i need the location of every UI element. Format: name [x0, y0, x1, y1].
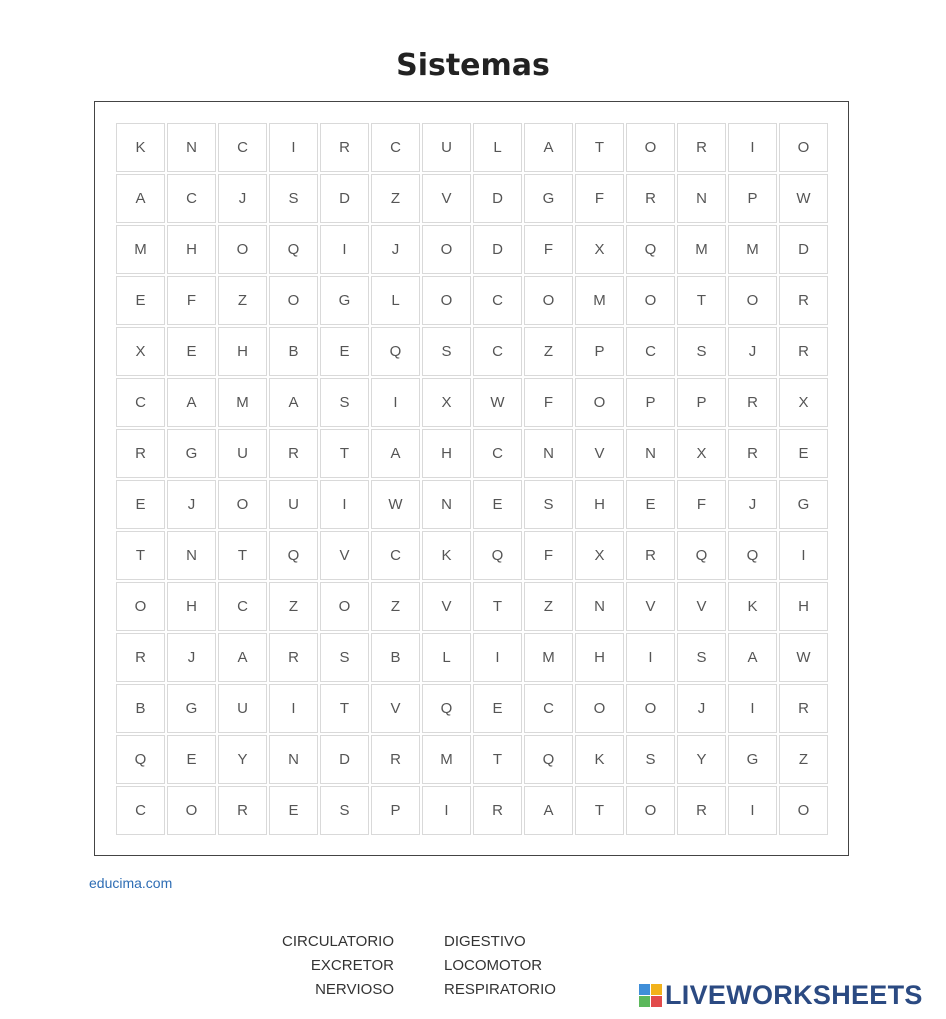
- logo-square: [651, 984, 662, 995]
- grid-cell[interactable]: B: [116, 684, 165, 733]
- grid-cell[interactable]: I: [473, 633, 522, 682]
- grid-cell[interactable]: X: [575, 531, 624, 580]
- grid-cell[interactable]: W: [779, 633, 828, 682]
- grid-cell[interactable]: C: [524, 684, 573, 733]
- grid-cell[interactable]: R: [626, 531, 675, 580]
- grid-cell[interactable]: Z: [371, 582, 420, 631]
- grid-cell[interactable]: R: [371, 735, 420, 784]
- grid-cell[interactable]: E: [779, 429, 828, 478]
- grid-cell[interactable]: C: [371, 123, 420, 172]
- grid-cell[interactable]: X: [422, 378, 471, 427]
- grid-cell[interactable]: E: [269, 786, 318, 835]
- grid-cell[interactable]: B: [269, 327, 318, 376]
- grid-cell[interactable]: T: [575, 786, 624, 835]
- grid-cell[interactable]: Q: [677, 531, 726, 580]
- grid-cell[interactable]: S: [677, 633, 726, 682]
- grid-cell[interactable]: O: [320, 582, 369, 631]
- grid-cell[interactable]: O: [626, 276, 675, 325]
- grid-cell[interactable]: F: [167, 276, 216, 325]
- educima-link[interactable]: educima.com: [89, 875, 173, 891]
- grid-cell[interactable]: V: [320, 531, 369, 580]
- grid-cell[interactable]: H: [167, 582, 216, 631]
- grid-cell[interactable]: R: [116, 429, 165, 478]
- grid-cell[interactable]: V: [677, 582, 726, 631]
- grid-cell[interactable]: R: [779, 276, 828, 325]
- grid-cell[interactable]: Q: [269, 531, 318, 580]
- grid-cell[interactable]: F: [677, 480, 726, 529]
- grid-cell[interactable]: S: [269, 174, 318, 223]
- word-list-item: LOCOMOTOR: [444, 957, 543, 974]
- liveworksheets-logo: [639, 979, 923, 1011]
- grid-cell[interactable]: Z: [524, 327, 573, 376]
- grid-cell[interactable]: J: [728, 327, 777, 376]
- grid-cell[interactable]: O: [167, 786, 216, 835]
- grid-cell[interactable]: T: [320, 429, 369, 478]
- grid-cell[interactable]: N: [626, 429, 675, 478]
- grid-cell[interactable]: I: [371, 378, 420, 427]
- grid-cell[interactable]: D: [320, 174, 369, 223]
- grid-cell[interactable]: N: [269, 735, 318, 784]
- grid-cell[interactable]: O: [116, 582, 165, 631]
- grid-cell[interactable]: N: [167, 123, 216, 172]
- grid-cell[interactable]: P: [626, 378, 675, 427]
- grid-cell[interactable]: R: [320, 123, 369, 172]
- grid-cell[interactable]: M: [218, 378, 267, 427]
- grid-cell[interactable]: Q: [116, 735, 165, 784]
- grid-cell[interactable]: Z: [524, 582, 573, 631]
- grid-cell[interactable]: S: [320, 786, 369, 835]
- grid-cell[interactable]: X: [116, 327, 165, 376]
- grid-cell[interactable]: S: [320, 378, 369, 427]
- grid-cell[interactable]: I: [269, 123, 318, 172]
- grid-cell[interactable]: R: [728, 429, 777, 478]
- grid-cell[interactable]: H: [779, 582, 828, 631]
- grid-cell[interactable]: J: [167, 480, 216, 529]
- grid-cell[interactable]: U: [218, 429, 267, 478]
- grid-cell[interactable]: H: [575, 633, 624, 682]
- grid-cell[interactable]: R: [728, 378, 777, 427]
- grid-cell[interactable]: E: [626, 480, 675, 529]
- word-list-item: DIGESTIVO: [444, 933, 526, 950]
- grid-cell[interactable]: L: [473, 123, 522, 172]
- grid-cell[interactable]: P: [728, 174, 777, 223]
- grid-cell[interactable]: J: [677, 684, 726, 733]
- grid-cell[interactable]: I: [728, 123, 777, 172]
- grid-cell[interactable]: Q: [473, 531, 522, 580]
- grid-cell[interactable]: O: [269, 276, 318, 325]
- logo-square: [639, 996, 650, 1007]
- grid-cell[interactable]: R: [779, 684, 828, 733]
- grid-cell[interactable]: R: [269, 429, 318, 478]
- grid-cell[interactable]: F: [524, 531, 573, 580]
- grid-cell[interactable]: A: [116, 174, 165, 223]
- grid-cell[interactable]: E: [320, 327, 369, 376]
- grid-cell[interactable]: M: [422, 735, 471, 784]
- grid-cell[interactable]: W: [371, 480, 420, 529]
- grid-cell[interactable]: N: [524, 429, 573, 478]
- grid-cell[interactable]: A: [524, 123, 573, 172]
- grid-cell[interactable]: Y: [218, 735, 267, 784]
- word-list-item: NERVIOSO: [315, 981, 394, 998]
- grid-cell[interactable]: G: [167, 684, 216, 733]
- grid-cell[interactable]: G: [728, 735, 777, 784]
- grid-cell[interactable]: O: [524, 276, 573, 325]
- grid-cell[interactable]: R: [218, 786, 267, 835]
- grid-cell[interactable]: O: [422, 225, 471, 274]
- grid-cell[interactable]: W: [473, 378, 522, 427]
- grid-cell[interactable]: Z: [779, 735, 828, 784]
- grid-cell[interactable]: S: [320, 633, 369, 682]
- grid-cell[interactable]: O: [779, 123, 828, 172]
- grid-cell[interactable]: A: [728, 633, 777, 682]
- page-title: Sistemas: [396, 48, 550, 83]
- grid-cell[interactable]: N: [677, 174, 726, 223]
- grid-cell[interactable]: D: [320, 735, 369, 784]
- grid-cell[interactable]: I: [626, 633, 675, 682]
- grid-cell[interactable]: Q: [269, 225, 318, 274]
- grid-cell[interactable]: K: [728, 582, 777, 631]
- grid-cell[interactable]: O: [422, 276, 471, 325]
- grid-cell[interactable]: A: [167, 378, 216, 427]
- grid-cell[interactable]: P: [677, 378, 726, 427]
- grid-cell[interactable]: O: [218, 225, 267, 274]
- grid-cell[interactable]: D: [473, 174, 522, 223]
- grid-cell[interactable]: M: [677, 225, 726, 274]
- grid-cell[interactable]: U: [218, 684, 267, 733]
- grid-cell[interactable]: R: [473, 786, 522, 835]
- grid-cell[interactable]: R: [269, 633, 318, 682]
- grid-cell[interactable]: O: [575, 378, 624, 427]
- grid-cell[interactable]: B: [371, 633, 420, 682]
- grid-cell[interactable]: S: [524, 480, 573, 529]
- word-list-item: CIRCULATORIO: [282, 933, 394, 950]
- grid-cell[interactable]: G: [524, 174, 573, 223]
- grid-cell[interactable]: J: [371, 225, 420, 274]
- letter-grid: [116, 123, 828, 835]
- grid-cell[interactable]: L: [422, 633, 471, 682]
- grid-cell[interactable]: O: [779, 786, 828, 835]
- grid-cell[interactable]: H: [218, 327, 267, 376]
- grid-cell[interactable]: X: [677, 429, 726, 478]
- grid-cell[interactable]: O: [626, 684, 675, 733]
- grid-cell[interactable]: O: [575, 684, 624, 733]
- grid-cell[interactable]: T: [575, 123, 624, 172]
- grid-cell[interactable]: Z: [371, 174, 420, 223]
- grid-cell[interactable]: E: [116, 276, 165, 325]
- grid-cell[interactable]: C: [218, 123, 267, 172]
- grid-cell[interactable]: Q: [422, 684, 471, 733]
- grid-cell[interactable]: O: [728, 276, 777, 325]
- grid-cell[interactable]: N: [422, 480, 471, 529]
- grid-cell[interactable]: C: [626, 327, 675, 376]
- grid-cell[interactable]: R: [116, 633, 165, 682]
- grid-cell[interactable]: O: [626, 786, 675, 835]
- grid-cell[interactable]: I: [728, 684, 777, 733]
- grid-cell[interactable]: I: [422, 786, 471, 835]
- grid-cell[interactable]: K: [575, 735, 624, 784]
- logo-square: [651, 996, 662, 1007]
- grid-cell[interactable]: A: [218, 633, 267, 682]
- logo-square: [639, 984, 650, 995]
- grid-cell[interactable]: L: [371, 276, 420, 325]
- grid-cell[interactable]: P: [371, 786, 420, 835]
- grid-cell[interactable]: Q: [728, 531, 777, 580]
- grid-cell[interactable]: F: [524, 378, 573, 427]
- grid-cell[interactable]: Y: [677, 735, 726, 784]
- grid-cell[interactable]: I: [320, 480, 369, 529]
- grid-cell[interactable]: M: [524, 633, 573, 682]
- grid-cell[interactable]: R: [677, 786, 726, 835]
- grid-cell[interactable]: E: [473, 684, 522, 733]
- grid-cell[interactable]: I: [320, 225, 369, 274]
- grid-cell[interactable]: K: [116, 123, 165, 172]
- grid-cell[interactable]: R: [779, 327, 828, 376]
- liveworksheets-logo-icon: [639, 984, 662, 1007]
- word-list-right: [444, 930, 604, 1002]
- grid-cell[interactable]: Q: [626, 225, 675, 274]
- grid-cell[interactable]: E: [116, 480, 165, 529]
- word-list-left: [240, 930, 394, 1002]
- logo-text: LIVEWORKSHEETS: [665, 979, 923, 1010]
- grid-cell[interactable]: S: [422, 327, 471, 376]
- grid-cell[interactable]: T: [677, 276, 726, 325]
- grid-cell[interactable]: M: [116, 225, 165, 274]
- grid-cell[interactable]: O: [626, 123, 675, 172]
- grid-cell[interactable]: E: [167, 327, 216, 376]
- grid-cell[interactable]: G: [167, 429, 216, 478]
- grid-cell[interactable]: V: [626, 582, 675, 631]
- grid-cell[interactable]: T: [116, 531, 165, 580]
- grid-cell[interactable]: U: [269, 480, 318, 529]
- grid-cell[interactable]: A: [269, 378, 318, 427]
- grid-cell[interactable]: G: [320, 276, 369, 325]
- grid-cell[interactable]: N: [167, 531, 216, 580]
- grid-cell[interactable]: T: [320, 684, 369, 733]
- word-search-board: [94, 101, 849, 856]
- grid-cell[interactable]: I: [269, 684, 318, 733]
- grid-cell[interactable]: G: [779, 480, 828, 529]
- grid-cell[interactable]: P: [575, 327, 624, 376]
- grid-cell[interactable]: F: [575, 174, 624, 223]
- grid-cell[interactable]: C: [473, 429, 522, 478]
- grid-cell[interactable]: E: [473, 480, 522, 529]
- grid-cell[interactable]: X: [779, 378, 828, 427]
- grid-cell[interactable]: F: [524, 225, 573, 274]
- grid-cell[interactable]: J: [167, 633, 216, 682]
- grid-cell[interactable]: V: [422, 582, 471, 631]
- grid-cell[interactable]: T: [473, 582, 522, 631]
- grid-cell[interactable]: W: [779, 174, 828, 223]
- word-list-item: RESPIRATORIO: [444, 981, 556, 998]
- grid-cell[interactable]: R: [677, 123, 726, 172]
- grid-cell[interactable]: R: [626, 174, 675, 223]
- grid-cell[interactable]: J: [218, 174, 267, 223]
- grid-cell[interactable]: Z: [218, 276, 267, 325]
- grid-cell[interactable]: A: [524, 786, 573, 835]
- grid-cell[interactable]: I: [779, 531, 828, 580]
- grid-cell[interactable]: C: [218, 582, 267, 631]
- grid-cell[interactable]: H: [422, 429, 471, 478]
- grid-cell[interactable]: C: [473, 276, 522, 325]
- grid-cell[interactable]: N: [575, 582, 624, 631]
- grid-cell[interactable]: C: [116, 378, 165, 427]
- grid-cell[interactable]: M: [575, 276, 624, 325]
- grid-cell[interactable]: X: [575, 225, 624, 274]
- grid-cell[interactable]: V: [575, 429, 624, 478]
- grid-cell[interactable]: T: [218, 531, 267, 580]
- grid-cell[interactable]: K: [422, 531, 471, 580]
- word-list-item: EXCRETOR: [310, 957, 394, 974]
- grid-cell[interactable]: U: [422, 123, 471, 172]
- grid-cell[interactable]: Q: [371, 327, 420, 376]
- grid-cell[interactable]: V: [371, 684, 420, 733]
- grid-cell[interactable]: C: [167, 174, 216, 223]
- grid-cell[interactable]: C: [473, 327, 522, 376]
- grid-cell[interactable]: S: [626, 735, 675, 784]
- grid-cell[interactable]: A: [371, 429, 420, 478]
- grid-cell[interactable]: H: [575, 480, 624, 529]
- grid-cell[interactable]: J: [728, 480, 777, 529]
- grid-cell[interactable]: Q: [524, 735, 573, 784]
- grid-cell[interactable]: D: [473, 225, 522, 274]
- grid-cell[interactable]: C: [371, 531, 420, 580]
- grid-cell[interactable]: H: [167, 225, 216, 274]
- grid-cell[interactable]: C: [116, 786, 165, 835]
- grid-cell[interactable]: T: [473, 735, 522, 784]
- grid-cell[interactable]: D: [779, 225, 828, 274]
- grid-cell[interactable]: E: [167, 735, 216, 784]
- grid-cell[interactable]: O: [218, 480, 267, 529]
- grid-cell[interactable]: V: [422, 174, 471, 223]
- grid-cell[interactable]: Z: [269, 582, 318, 631]
- grid-cell[interactable]: I: [728, 786, 777, 835]
- grid-cell[interactable]: S: [677, 327, 726, 376]
- grid-cell[interactable]: M: [728, 225, 777, 274]
